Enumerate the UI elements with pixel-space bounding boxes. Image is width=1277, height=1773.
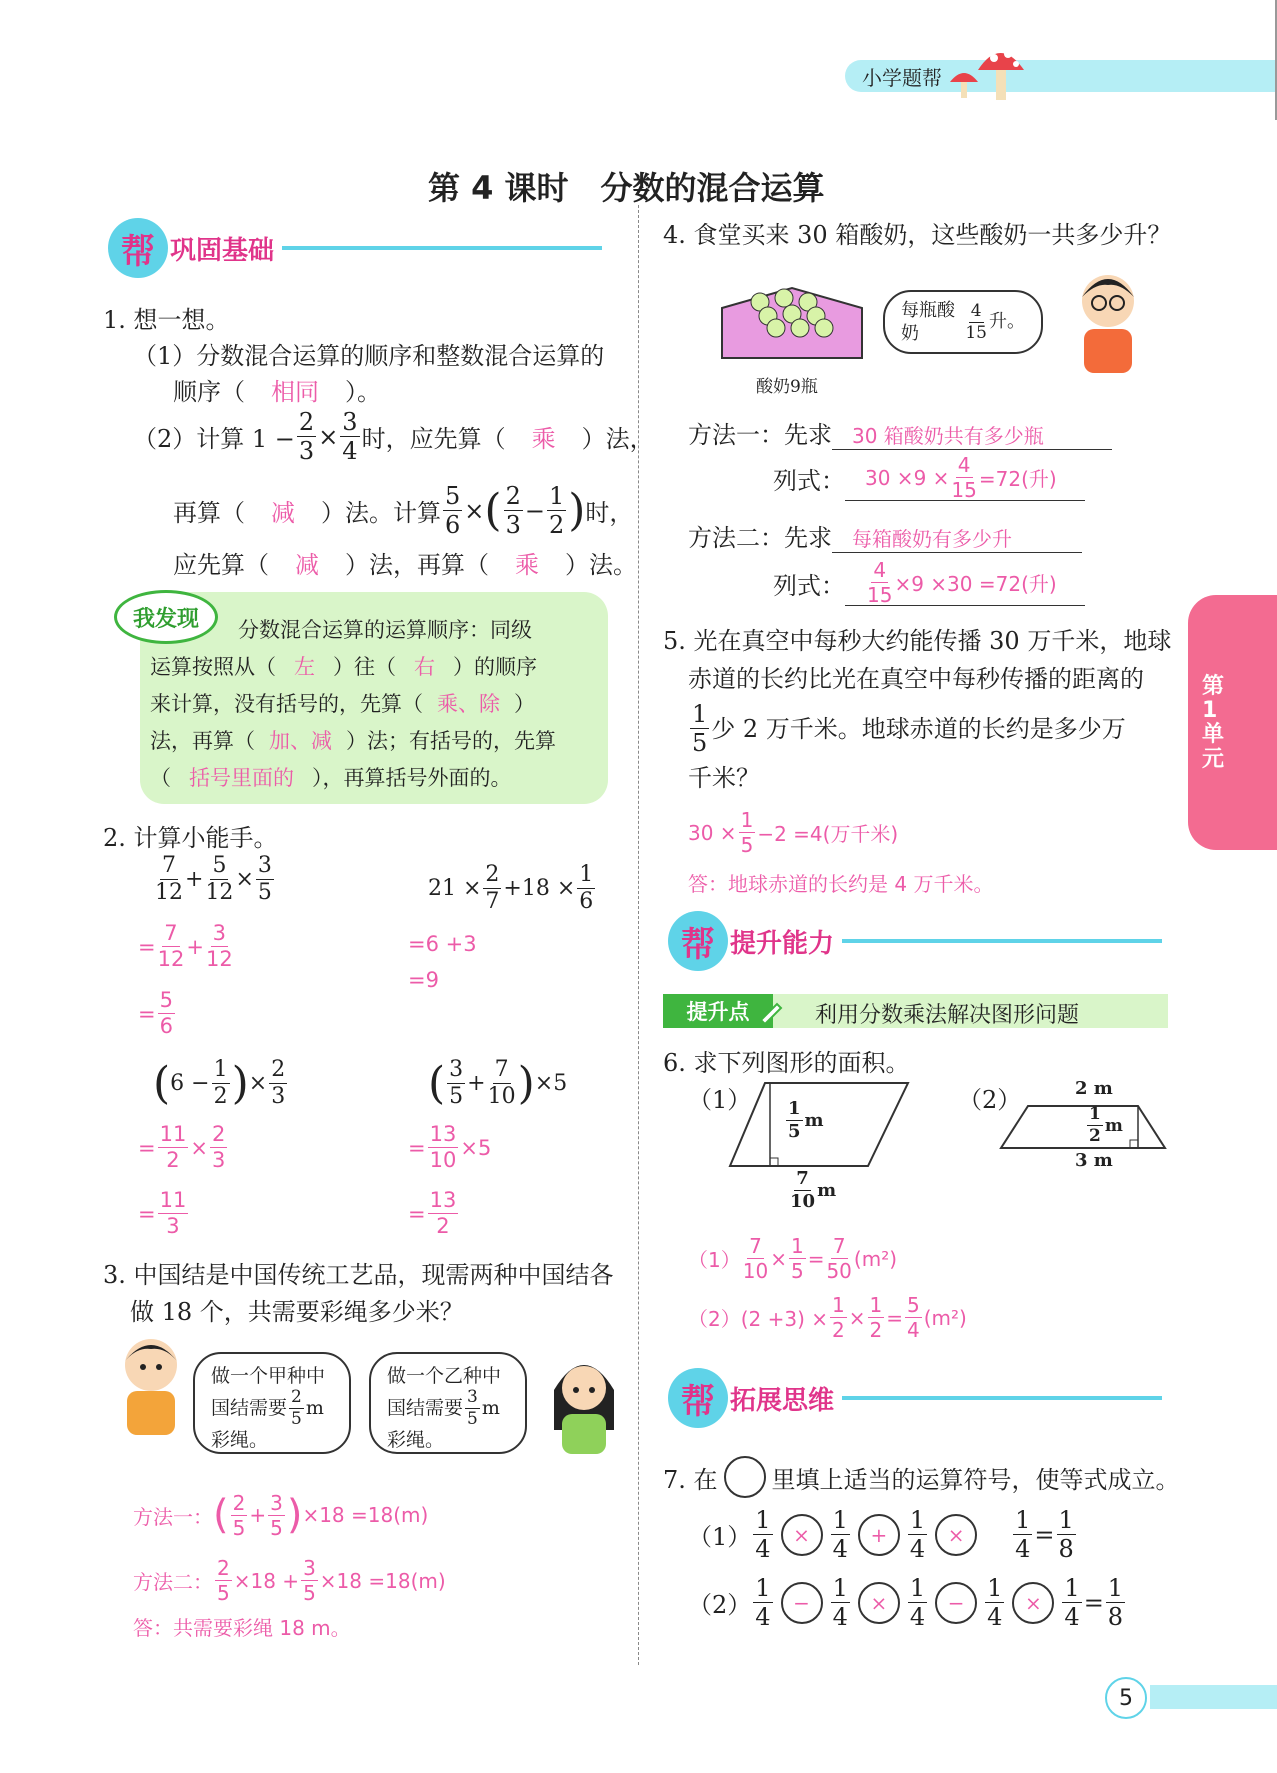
q2-work4a: = $\frac{13}{10}$ ×5 bbox=[408, 1122, 492, 1172]
q6-answer1: （1） $\frac{7}{10}$ × $\frac{1}{5}$ = $\frac{7}{50}$ (m²) bbox=[688, 1234, 898, 1283]
q3-method1: 方法一： ( $\frac{2}{5}$ + $\frac{3}{5}$ ) ×18 =18(m) bbox=[133, 1490, 429, 1540]
q4-heading: 4. 食堂买来 30 箱酸奶，这些酸奶一共多少升？ bbox=[663, 221, 1172, 249]
q1-line1: （1）分数混合运算的顺序和整数混合运算的 bbox=[133, 342, 605, 370]
section-badge: 帮 bbox=[668, 911, 728, 971]
section-badge: 帮 bbox=[668, 1368, 728, 1428]
q2-expr4: ( $\frac{3}{5}$ + $\frac{7}{10}$ ) ×5 bbox=[428, 1057, 568, 1109]
q2-work1a: = $\frac{7}{12}$ + $\frac{3}{12}$ bbox=[138, 921, 233, 971]
q2-expr2: 21 × $\frac{2}{7}$ +18 × $\frac{1}{6}$ bbox=[428, 862, 594, 914]
q3-text1: 3. 中国结是中国传统工艺品，现需两种中国结各 bbox=[103, 1261, 614, 1289]
q1-heading: 1. 想一想。 bbox=[103, 306, 230, 334]
q2-work4b: = $\frac{13}{2}$ bbox=[408, 1188, 457, 1238]
trapezoid-bottom: 3 m bbox=[1075, 1150, 1113, 1171]
page-title: 第 4 课时 分数的混合运算 bbox=[428, 169, 825, 207]
trapezoid-height: $\frac{1}{2}$ m bbox=[1089, 1104, 1123, 1146]
tip-label: 提升点 bbox=[663, 994, 773, 1028]
q4-bubble: 每瓶酸奶 $\frac{4}{15}$ 升。 bbox=[883, 290, 1043, 354]
q3-method2: 方法二： $\frac{2}{5}$ ×18 + $\frac{3}{5}$ ×18 =18(m) bbox=[133, 1556, 446, 1605]
q3-answer: 答：共需要彩绳 18 m。 bbox=[133, 1616, 351, 1640]
q7-row2: （2） $\frac{1}{4}$ − $\frac{1}{4}$ × $\frac{1}{4}$ − $\frac{1}{4}$ × $\frac{1}{4}$ = $\frac{1}{8}$ bbox=[688, 1574, 1124, 1631]
parallelogram-height: $\frac{1}{5}$ m bbox=[788, 1098, 824, 1142]
yogurt-box-image bbox=[712, 268, 872, 368]
q2-heading: 2. 计算小能手。 bbox=[103, 824, 278, 852]
q2-expr1: $\frac{7}{12}$ + $\frac{5}{12}$ × $\frac{3}{5}$ bbox=[155, 853, 272, 905]
girl-figure bbox=[548, 1350, 620, 1455]
section-badge: 帮 bbox=[108, 218, 168, 278]
boy-figure bbox=[115, 1333, 185, 1438]
section-consolidate: 帮 巩固基础 bbox=[108, 225, 602, 271]
q5-answer: 答：地球赤道的长约是 4 万千米。 bbox=[688, 872, 994, 896]
mushroom-icon bbox=[948, 40, 1028, 104]
q6-answer2: （2）(2 +3) × $\frac{1}{2}$ × $\frac{1}{2}$ = $\frac{5}{4}$ (m²) bbox=[688, 1293, 967, 1342]
trapezoid-figure bbox=[998, 1103, 1168, 1153]
q2-work3b: = $\frac{11}{3}$ bbox=[138, 1188, 187, 1238]
page-number: 5 bbox=[1105, 1677, 1147, 1719]
q6-heading: 6. 求下列图形的面积。 bbox=[663, 1049, 910, 1077]
q2-work2b: =9 bbox=[408, 968, 439, 992]
q1-line4: 再算（ 减 ）法。计算 $\frac{5}{6}$ × ( $\frac{2}{3}$ − $\frac{1}{2}$ ) 时， bbox=[173, 482, 634, 539]
discovery-label: 我发现 bbox=[114, 590, 218, 644]
unit-tab-label: 第1单元 bbox=[1202, 674, 1225, 772]
q1-line3: （2）计算 1 − $\frac{2}{3}$ × $\frac{3}{4}$ 时，应先算（ 乘 ）法， bbox=[133, 408, 654, 465]
parallelogram-base: $\frac{7}{10}$ m bbox=[790, 1168, 837, 1212]
header-brand: 小学题帮 bbox=[862, 66, 942, 90]
q6-label1: （1） bbox=[688, 1086, 752, 1114]
q2-work1b: = $\frac{5}{6}$ bbox=[138, 988, 173, 1038]
q3-text2: 做 18 个，共需要彩绳多少米？ bbox=[130, 1298, 464, 1326]
q2-work3a: = $\frac{11}{2}$ × $\frac{2}{3}$ bbox=[138, 1122, 226, 1172]
q4-method2: 方法二：先求 每箱酸奶有多少升 bbox=[688, 518, 1082, 553]
q6-label2: （2） bbox=[958, 1086, 1022, 1114]
q1-line5: 应先算（ 减 ）法，再算（ 乘 ）法。 bbox=[173, 551, 637, 579]
boy-glasses-figure bbox=[1068, 265, 1148, 375]
q5-work: 30 × $\frac{1}{5}$ −2 =4(万千米) bbox=[688, 808, 899, 857]
bubble-type-b: 做一个乙种中 国结需要 $\frac{3}{5}$ m 彩绳。 bbox=[369, 1352, 527, 1454]
q4-formula2: 列式： $\frac{4}{15}$ ×9 ×30 =72(升) bbox=[773, 560, 1085, 606]
yogurt-box-label: 酸奶9瓶 bbox=[756, 377, 818, 397]
trapezoid-top: 2 m bbox=[1075, 1078, 1113, 1099]
section-improve: 帮 提升能力 bbox=[668, 918, 1162, 964]
section-expand: 帮 拓展思维 bbox=[668, 1375, 1162, 1421]
q2-work2a: =6 +3 bbox=[408, 932, 477, 956]
q4-formula1: 列式： 30 ×9 × $\frac{4}{15}$ =72(升) bbox=[773, 455, 1085, 501]
q7-heading: 7. 在 里填上适当的运算符号，使等式成立。 bbox=[663, 1456, 1180, 1498]
bubble-type-a: 做一个甲种中 国结需要 $\frac{2}{5}$ m 彩绳。 bbox=[193, 1352, 351, 1454]
q1-line2: 顺序（ 相同 ）。 bbox=[173, 378, 381, 406]
q4-method1: 方法一：先求 30 箱酸奶共有多少瓶 bbox=[688, 415, 1112, 450]
tip-text: 利用分数乘法解决图形问题 bbox=[815, 1003, 1080, 1028]
q7-row1: （1） $\frac{1}{4}$ × $\frac{1}{4}$ + $\frac{1}{4}$ × $\frac{1}{4}$ = $\frac{1}{8}$ bbox=[688, 1506, 1074, 1563]
q2-expr3: ( 6 − $\frac{1}{2}$ ) × $\frac{2}{3}$ bbox=[153, 1057, 286, 1109]
pencil-icon bbox=[757, 996, 787, 1026]
q5-text: 5. 光在真空中每秒大约能传播 30 万千米，地球 赤道的长约比光在真空中每秒传播的距离的 $\frac{1}{5}$ 少 2 万千米。地球赤道的长约是多少万 千米？ bbox=[663, 627, 1172, 792]
discovery-text: 分数混合运算的运算顺序：同级 运算按照从（ 左 ）往（ 右 ）的顺序 来计算，没有括号的，先算（ 乘、除 ） 法，再算（ 加、减 ）法；有括号的，先算 （ 括号里面的 ），再算括号外面的。 bbox=[150, 618, 556, 790]
footer-bar bbox=[1150, 1685, 1277, 1709]
